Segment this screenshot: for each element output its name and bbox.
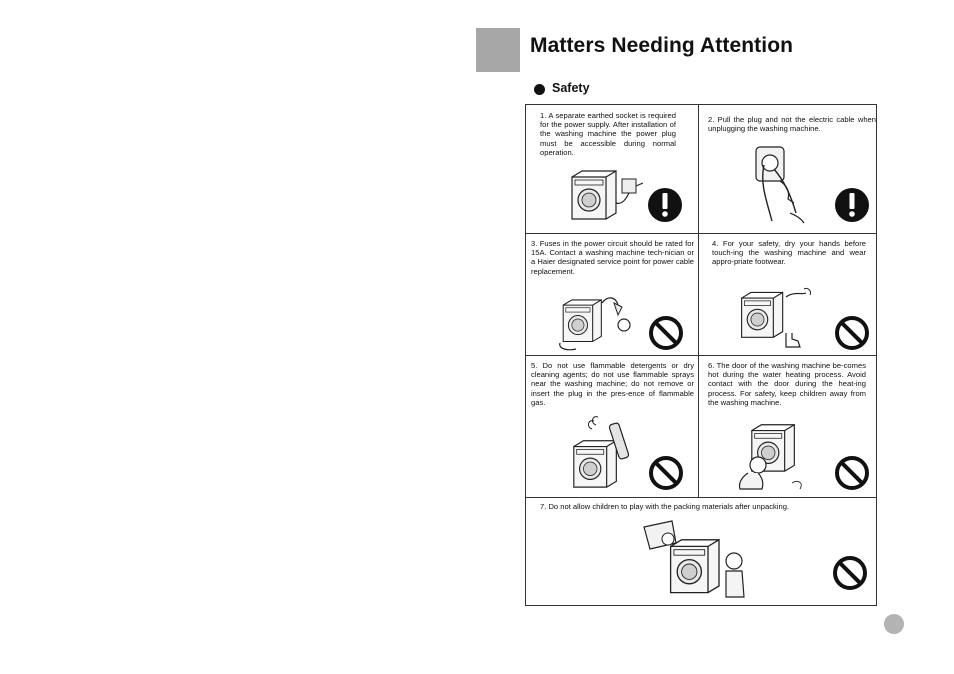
children-packing-materials-illustration — [642, 517, 748, 605]
mandatory-icon — [647, 187, 683, 223]
item-text: 7. Do not allow children to play with the packing materials after unpacking. — [540, 502, 790, 511]
dry-hands-footwear-illustration — [736, 281, 816, 355]
mandatory-icon — [834, 187, 870, 223]
divider — [526, 233, 876, 234]
child-near-hot-door-illustration — [732, 417, 822, 493]
item-text: 4. For your safety, dry your hands before touch-ing the washing machine and wear appro-priate footwear. — [712, 239, 866, 267]
divider — [526, 497, 876, 498]
page-title: Matters Needing Attention — [530, 34, 794, 57]
section-marker-square — [476, 28, 520, 72]
machine-with-power-cable-illustration — [556, 293, 636, 353]
prohibition-icon — [648, 455, 684, 491]
prohibition-icon — [834, 455, 870, 491]
safety-grid — [525, 104, 877, 606]
flammable-spray-illustration — [568, 415, 648, 495]
item-text: 5. Do not use flammable detergents or dry cleaning agents; do not use flammable sprays near the washing machine; do not remove or insert the plug in the pres-ence of flammable gas. — [531, 361, 694, 407]
section-heading: Safety — [552, 81, 590, 95]
page-number-marker — [884, 614, 904, 634]
divider — [526, 355, 876, 356]
bullet-icon — [534, 84, 545, 95]
item-text: 3. Fuses in the power circuit should be rated for 15A. Contact a washing machine tech-nician or a Haier designated service point for power cable replacement. — [531, 239, 694, 276]
item-text: 2. Pull the plug and not the electric cable when unplugging the washing machine. — [708, 115, 876, 134]
prohibition-icon — [648, 315, 684, 351]
washing-machine-socket-illustration — [566, 163, 646, 225]
prohibition-icon — [834, 315, 870, 351]
divider — [698, 105, 699, 497]
prohibition-icon — [832, 555, 868, 591]
item-text: 1. A separate earthed socket is required for the power supply. After installation of the washing machine the power plug must be accessible during normal operation. — [540, 111, 676, 157]
item-text: 6. The door of the washing machine be-comes hot during the water heating process. Avoid contact with the door during the heat-ing process. For safety, keep children away from the washing machine. — [708, 361, 866, 407]
hand-unplugging-illustration — [750, 143, 810, 225]
